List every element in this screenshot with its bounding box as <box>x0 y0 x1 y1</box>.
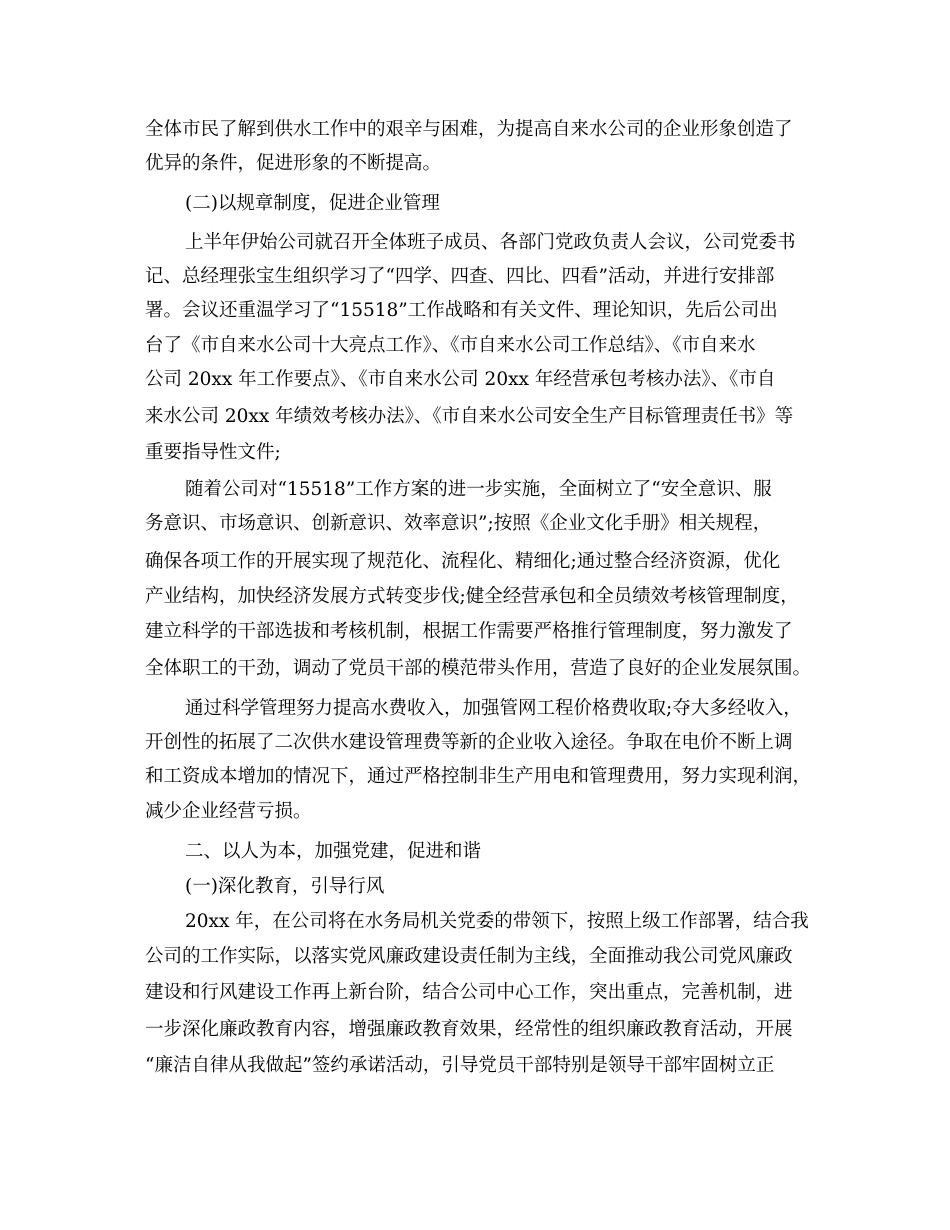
text-line: 和工资成本增加的情况下，通过严格控制非生产用电和管理费用，努力实现利润， <box>145 766 812 787</box>
text-line: 公司的工作实际，以落实党风廉政建设责任制为主线，全面推动我公司党风廉政 <box>145 946 793 967</box>
text-line: 建设和行风建设工作再上新台阶，结合公司中心工作，突出重点，完善机制，进 <box>145 982 793 1003</box>
text-line: 全体职工的干劲，调动了党员干部的模范带头作用，营造了良好的企业发展氛围。 <box>145 658 812 679</box>
text-line: 公司 20xx 年工作要点》、《市自来水公司 20xx 年经营承包考核办法》、《市自 <box>145 369 776 390</box>
text-line: 务意识、市场意识、创新意识、效率意识”;按照《企业文化手册》相关规程， <box>145 513 772 534</box>
text-line: 产业结构，加快经济发展方式转变步伐;健全经营承包和全员绩效考核管理制度， <box>145 586 799 607</box>
section-heading: (一)深化教育，引导行风 <box>185 876 385 897</box>
text-line: 开创性的拓展了二次供水建设管理费等新的企业收入途径。争取在电价不断上调 <box>145 732 793 753</box>
text-line: 优异的条件，促进形象的不断提高。 <box>145 153 442 174</box>
text-line: 建立科学的干部选拔和考核机制，根据工作需要严格推行管理制度，努力激发了 <box>145 621 793 642</box>
text-line: 署。会议还重温学习了“15518”工作战略和有关文件、理论知识，先后公司出 <box>145 300 778 321</box>
section-heading: 二、以人为本，加强党建，促进和谐 <box>185 841 482 862</box>
text-line: 通过科学管理努力提高水费收入，加强管网工程价格费收取;夺大多经收入， <box>185 698 802 719</box>
text-line: 一步深化廉政教育内容，增强廉政教育效果，经常性的组织廉政教育活动，开展 <box>145 1019 793 1040</box>
section-heading: (二)以规章制度，促进企业管理 <box>185 193 440 214</box>
text-line: 来水公司 20xx 年绩效考核办法》、《市自来水公司安全生产目标管理责任书》等 <box>145 406 794 427</box>
text-line: 记、总经理张宝生组织学习了“四学、四查、四比、四看”活动，并进行安排部 <box>145 266 775 287</box>
text-line: 台了《市自来水公司十大亮点工作》、《市自来水公司工作总结》、《市自来水 <box>145 335 756 356</box>
text-line: 减少企业经营亏损。 <box>145 801 312 822</box>
text-line: 重要指导性文件; <box>145 442 281 463</box>
text-line: 全体市民了解到供水工作中的艰辛与困难，为提高自来水公司的企业形象创造了 <box>145 119 793 140</box>
text-line: 确保各项工作的开展实现了规范化、流程化、精细化;通过整合经济资源，优化 <box>145 551 781 572</box>
text-line: 上半年伊始公司就召开全体班子成员、各部门党政负责人会议，公司党委书 <box>185 232 796 253</box>
text-line: 随着公司对“15518”工作方案的进一步实施，全面树立了“安全意识、服 <box>185 479 772 500</box>
text-line: 20xx 年，在公司将在水务局机关党委的带领下，按照上级工作部署，结合我 <box>185 911 809 932</box>
text-line: “廉洁自律从我做起”签约承诺活动，引导党员干部特别是领导干部牢固树立正 <box>145 1055 775 1076</box>
